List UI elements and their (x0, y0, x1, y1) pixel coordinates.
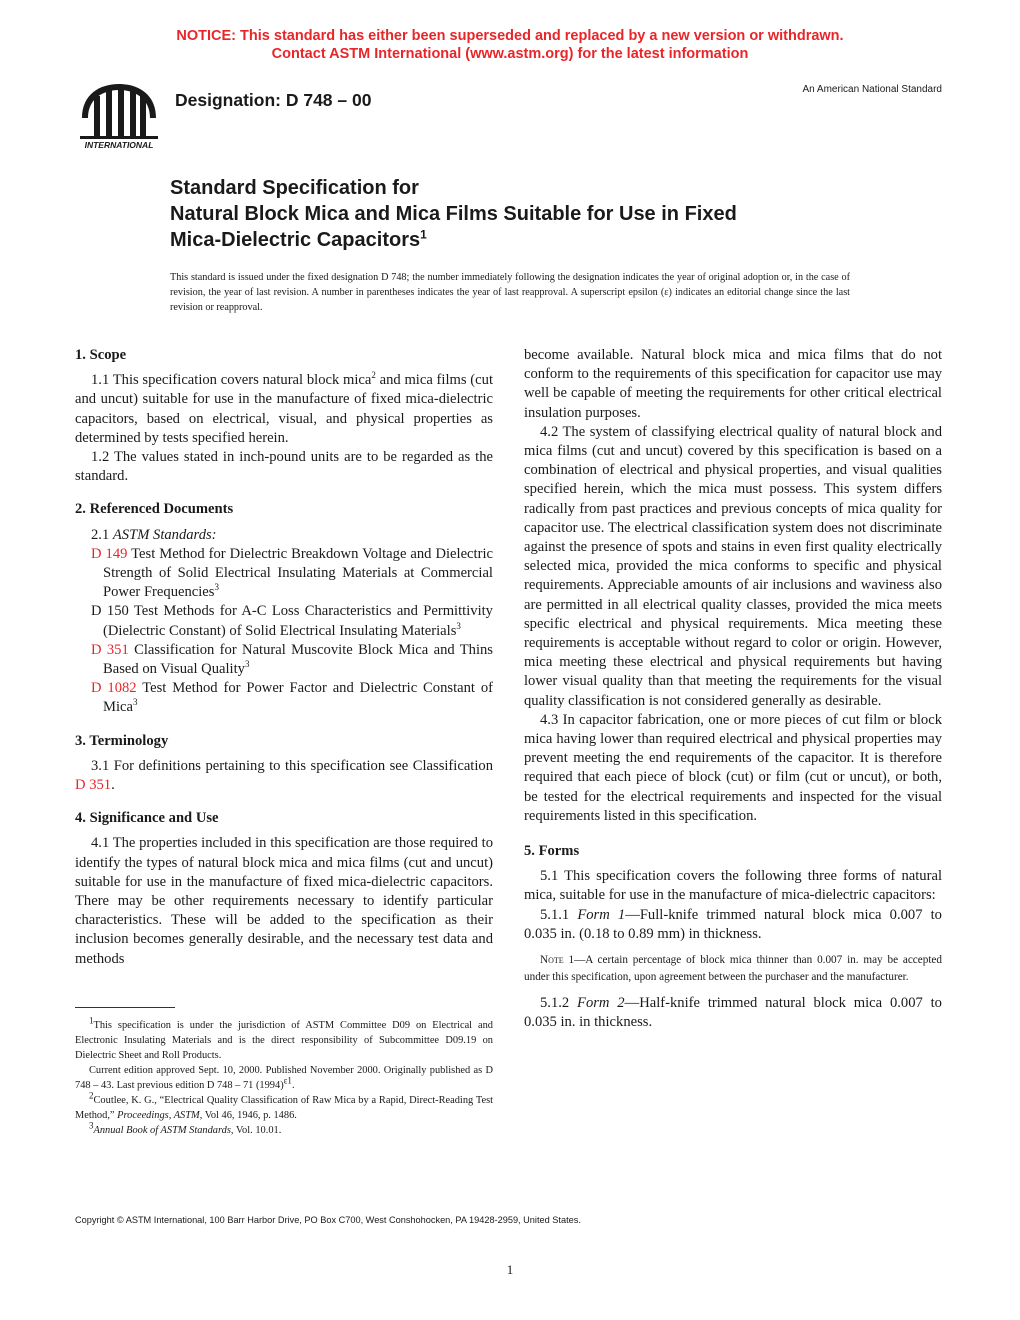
footnotes (75, 1015, 493, 1138)
paragraph-3-1: 3.1 For definitions pertaining to this specification see Classification D 351. (75, 757, 493, 794)
left-column (75, 346, 493, 969)
paragraph-4-2: 4.2 The system of classifying electrical quality of natural block and mica films (cut and uncut) covered by this specification is based on a combination of electrical and physical properties, and visual qualities specified herein, which the mica must possess. This system differs radically from past practices and previous concepts of mica quality for capacitor use. The electrical classification system does not discriminate against the presence of spots and stains in even first quality electrically selected mica, provided the mica conforms to specific and physical requirements. Appreciable amounts of air inclusions and waviness also are permitted in all electrical quality classes, provided the mica meets specific electrical and physical requirements. Mica meeting these requirements is acceptable without regard to color or origin. However, mica meeting these electrical and physical requirements but having lower visual quality than that meeting the requirements for the visual quality classification is not considered generally as desirable. (524, 423, 942, 709)
right-column (524, 346, 942, 1033)
notice-line-2: Contact ASTM International (www.astm.org) for the latest information (271, 46, 749, 62)
footnote-2: $^2$Coutlee, K. G., “Electrical Quality Classification of Raw Mica by a Rapid, Direct-Reading Test Method,” Proceedings, ASTM, Vol 46, 1946, p. 1486. (75, 1090, 493, 1121)
footnote-1-edition: Current edition approved Sept. 10, 2000. Published November 2000. Originally published as D 748 – 43. Last previous edition D 748 – 71 $(1994)^{\varepsilon 1}$. (75, 1065, 493, 1091)
paragraph-1-1: 1.1 This specification covers natural block mica$^2$ and mica films (cut and uncut) suitable for use in the manufacture of fixed mica-dielectric capacitors, based on electrical, visual, and physical properties as determined by tests specified herein. (75, 370, 493, 446)
section-heading-referenced-documents: 2. Referenced Documents (75, 501, 234, 518)
reference-link-d1082[interactable]: D 1082 (91, 680, 137, 697)
paragraph-5-1-1: 5.1.1 Form 1—Full-knife trimmed natural block mica 0.007 to 0.035 in. (0.18 to 0.89 mm) in thickness. (524, 906, 942, 942)
copyright-line: Copyright © ASTM International, 100 Barr Harbor Drive, PO Box C700, West Conshohocken, PA 19428-2959, United States. (75, 1215, 581, 1225)
title-line-3: Mica-Dielectric Capacitors$^1$ (170, 227, 427, 251)
paragraph-5-1-2: 5.1.2 Form 2—Half-knife trimmed natural block mica 0.007 to 0.035 in. in thickness. (524, 995, 942, 1031)
reference-link-d149[interactable]: D 149 (91, 545, 128, 562)
note-1: Note 1—A certain percentage of block mica thinner than 0.007 in. may be accepted under this specification, upon agreement between the purchaser and the manufacturer. (524, 954, 942, 984)
section-heading-significance: 4. Significance and Use (75, 810, 219, 827)
superseded-notice (0, 27, 1020, 63)
astm-logo-icon (76, 80, 162, 150)
title-footnote-ref: 1 (420, 227, 427, 242)
american-national-standard-label: An American National Standard (802, 84, 942, 95)
title-line-1: Standard Specification for (170, 177, 419, 199)
issuance-statement: This standard is issued under the fixed designation D 748; the number immediately following the designation indicates the year of original adoption or, in the case of revision, the year of last revision. A number in parentheses indicates the year of last reapproval. A superscript epsilon (ε) indicates an editorial change since the last revision or reapproval. (170, 272, 850, 313)
reference-link-d351[interactable]: D 351 (91, 641, 129, 658)
logo-text-international: INTERNATIONAL (84, 140, 154, 150)
footnote-3: $^3$Annual Book of ASTM Standards, Vol. 10.01. (89, 1120, 282, 1136)
section-heading-forms: 5. Forms (524, 843, 580, 860)
reference-d1082: D 1082 Test Method for Power Factor and Dielectric Constant of Mica$^3$ (91, 680, 493, 716)
title-line-2: Natural Block Mica and Mica Films Suitable for Use in Fixed (170, 203, 737, 225)
designation: Designation: D 748 – 00 (175, 90, 372, 110)
footnote-1: $^1$This specification is under the jurisdiction of ASTM Committee D09 on Electrical and Electronic Insulating Materials and is the direct responsibility of Subcommittee D09.19 on Dielectric Sheet and Roll Products. (75, 1015, 493, 1061)
paragraph-4-1-continued: become available. Natural block mica and mica films that do not conform to the requirements of this specification for capacitor use may well be capable of meeting the requirements for other critical electrical insulation purposes. (524, 347, 942, 421)
paragraph-4-3: 4.3 In capacitor fabrication, one or more pieces of cut film or block mica having lower than required electrical and physical properties may prevent meeting the end requirements of the capacitor. It is therefore required that each piece of block (cut) or film (cut or uncut), or both, be tested for the electrical requirements and inspected for the visual requirements listed in this specification. (524, 711, 942, 824)
terminology-link-d351[interactable]: D 351 (75, 777, 112, 794)
paragraph-4-1: 4.1 The properties included in this specification are those required to identify the types of natural block mica and mica films (cut and uncut) suitable for use in the manufacture of fixed mica-dielectric capacitors. There may be other requirements necessary to identify particular characteristics. These will be added to the specification as their inclusion becomes generally desirable, and the necessary test data and methods (75, 835, 493, 967)
document-title (170, 175, 870, 253)
reference-d150: D 150 Test Methods for A-C Loss Characteristics and Permittivity (Dielectric Constant) of Solid Electrical Insulating Materials$^3$ (91, 603, 493, 639)
page-number: 1 (506, 1262, 514, 1277)
paragraph-1-2: 1.2 The values stated in inch-pound units are to be regarded as the standard. (75, 449, 493, 485)
paragraph-5-1: 5.1 This specification covers the following three forms of natural mica, suitable for use in the manufacture of mica-dielectric capacitors: (524, 868, 942, 904)
section-heading-scope: 1. Scope (75, 347, 127, 363)
footnote-divider (75, 1007, 175, 1008)
reference-d149: D 149 Test Method for Dielectric Breakdown Voltage and Dielectric Strength of Solid Electrical Insulating Materials at Commercial Power Frequencies$^3$ (91, 545, 493, 601)
section-heading-terminology: 3. Terminology (75, 732, 169, 749)
notice-line-1: NOTICE: This standard has either been superseded and replaced by a new version or withdrawn. (176, 28, 844, 44)
paragraph-2-1: 2.1 ASTM Standards: (91, 526, 217, 543)
reference-d351: D 351 Classification for Natural Muscovite Block Mica and Thins Based on Visual Quality$^3$ (91, 641, 493, 678)
